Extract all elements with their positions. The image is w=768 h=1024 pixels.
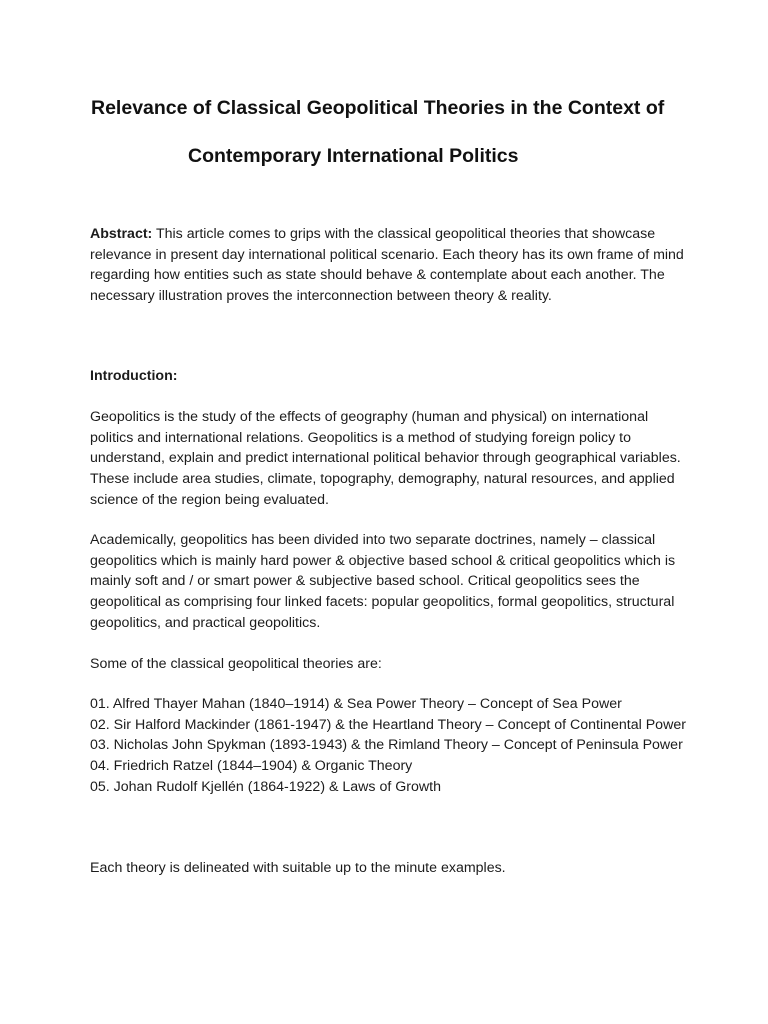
closing-paragraph: Each theory is delineated with suitable up to the minute examples. xyxy=(90,860,506,876)
list-item: 03. Nicholas John Spykman (1893-1943) & the Rimland Theory – Concept of Peninsula Power xyxy=(90,737,683,754)
document-title-line-2: Contemporary International Politics xyxy=(188,145,519,167)
abstract-label: Abstract: xyxy=(90,226,153,242)
abstract-text: This article comes to grips with the classical geopolitical theories that showcase relevance in present day international political scenario. Each theory has its own frame of mind regarding how entities such as state should behave & contemplate about each another. The necessary illustration proves the interconnection between theory & reality. xyxy=(90,226,684,305)
list-item: 02. Sir Halford Mackinder (1861-1947) & the Heartland Theory – Concept of Continental Power xyxy=(90,716,686,733)
theories-intro: Some of the classical geopolitical theories are: xyxy=(90,656,382,672)
theory-list xyxy=(90,694,690,798)
introduction-paragraph-1 xyxy=(90,407,690,511)
introduction-paragraph-2 xyxy=(90,530,690,634)
paragraph-text: Geopolitics is the study of the effects of geography (human and physical) on international politics and international relations. Geopolitics is a method of studying foreign policy to understand, explain and predict international political behavior through geographical variables. These include area studies, climate, topography, demography, natural resources, and applied science of the region being evaluated. xyxy=(90,409,681,508)
list-item: 01. Alfred Thayer Mahan (1840–1914) & Sea Power Theory – Concept of Sea Power xyxy=(90,696,622,712)
introduction-heading: Introduction: xyxy=(90,368,178,384)
list-item: 05. Johan Rudolf Kjellén (1864-1922) & Laws of Growth xyxy=(90,778,441,795)
paragraph-text: Academically, geopolitics has been divided into two separate doctrines, namely – classical geopolitics which is mainly hard power & objective based school & critical geopolitics which is mainly soft and / or smart power & subjective based school. Critical geopolitics sees the geopolitical as comprising four linked facets: popular geopolitics, formal geopolitics, structural geopolitics, and practical geopolitics. xyxy=(90,532,676,631)
abstract-paragraph xyxy=(90,224,690,307)
document-title-line-1: Relevance of Classical Geopolitical Theories in the Context of xyxy=(91,97,665,119)
list-item: 04. Friedrich Ratzel (1844–1904) & Organic Theory xyxy=(90,758,413,775)
